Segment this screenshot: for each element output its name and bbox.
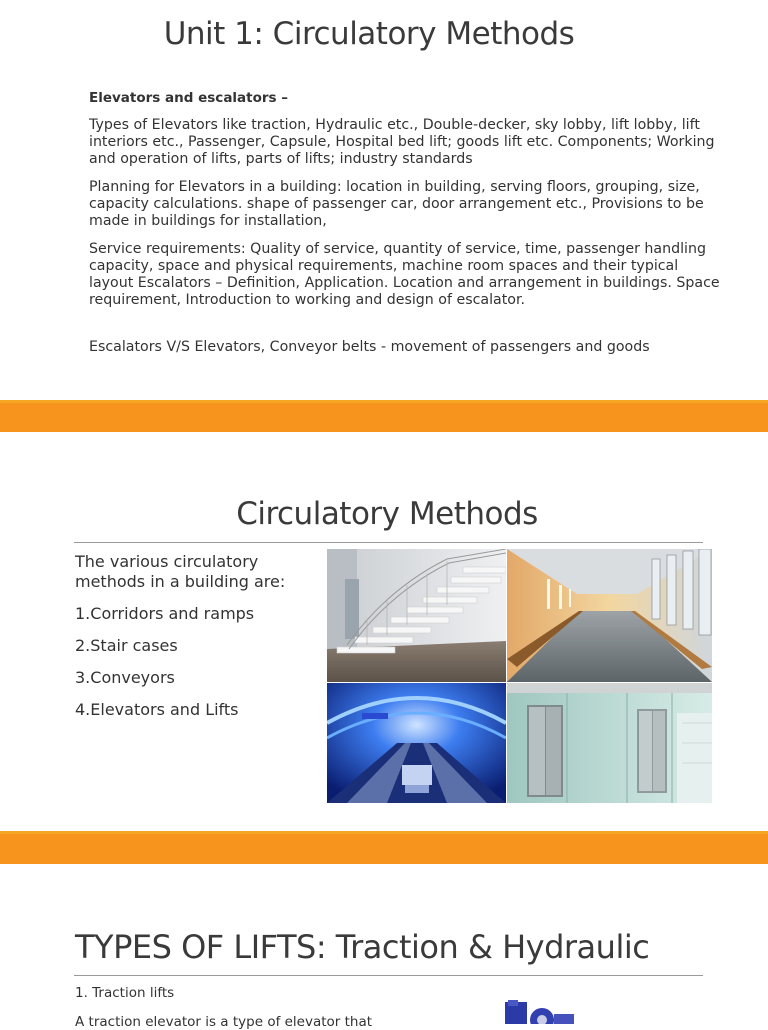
staircase-photo <box>327 549 506 682</box>
slide-1-subheading: Elevators and escalators – <box>89 90 289 106</box>
corridor-photo <box>507 549 712 682</box>
list-item: 1.Corridors and ramps <box>75 604 255 623</box>
slide-1-body <box>89 90 725 367</box>
conveyor-tunnel-photo <box>327 683 506 803</box>
slide-3-subheading: 1. Traction lifts <box>75 985 175 1001</box>
slide-1 <box>0 0 768 400</box>
slide-divider <box>0 400 768 432</box>
list-item: 2.Stair cases <box>75 636 178 655</box>
title-rule <box>74 542 703 543</box>
title-rule <box>74 975 703 976</box>
slide-1-paragraph: Planning for Elevators in a building: location in building, serving floors, grouping, size, capacity calculations. shape of passenger car, door arrangement etc., Provisions to be made in buildings for installation, <box>89 179 704 229</box>
slide-1-title: Unit 1: Circulatory Methods <box>163 16 575 52</box>
slide-1-paragraph: Service requirements: Quality of service, quantity of service, time, passenger handling capacity, space and physical requirements, machine room spaces and their typical layout Escalators – Definition, Application. Location and arrangement in buildings. Space requirement, Introduction to working and design of escalator. <box>89 241 720 308</box>
slide-1-last-line: Escalators V/S Elevators, Conveyor belts - movement of passengers and goods <box>89 339 650 355</box>
slide-1-paragraph: Types of Elevators like traction, Hydraulic etc., Double-decker, sky lobby, lift lobby, lift interiors etc., Passenger, Capsule, Hospital bed lift; goods lift etc. Components; Working and operation of lifts, parts of lifts; industry standards <box>89 117 715 167</box>
circulatory-methods-list <box>75 552 315 732</box>
slide-3-title: TYPES OF LIFTS: Traction & Hydraulic <box>75 928 650 966</box>
traction-machine-photo <box>500 996 580 1024</box>
slide-divider <box>0 831 768 864</box>
list-intro: The various circulatory methods in a building are: <box>75 552 286 591</box>
list-item: 4.Elevators and Lifts <box>75 700 239 719</box>
elevator-photo <box>507 683 712 803</box>
slide-3-body: A traction elevator is a type of elevator that <box>75 1014 373 1030</box>
slide-2-title: Circulatory Methods <box>236 496 538 532</box>
list-item: 3.Conveyors <box>75 668 175 687</box>
